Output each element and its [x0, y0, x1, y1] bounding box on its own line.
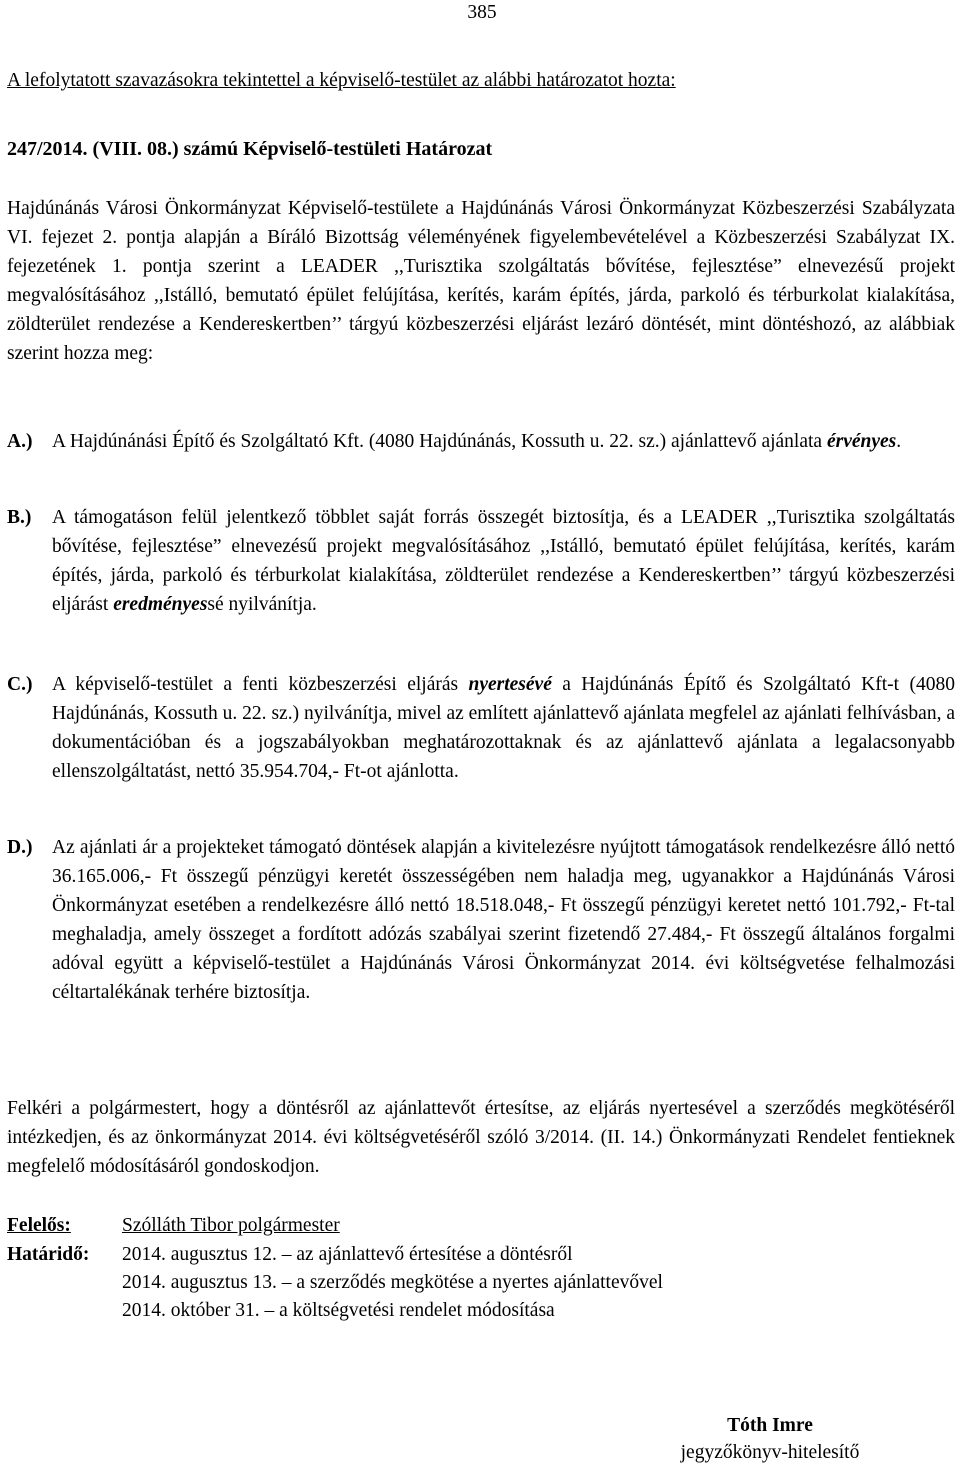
closing-paragraph: Felkéri a polgármestert, hogy a döntésről az ajánlattevőt értesítse, az eljárás nyertesével a szerződés megkötéséről intézkedjen, és az önkormányzat 2014. évi költségvetéséről szóló 3/2014. (II. 14.) Önkormányzati Rendelet fentieknek megfelelő módosításáról gondoskodjon.	[7, 1098, 955, 1177]
point-b-paragraph	[52, 503, 955, 619]
point-b-text: A támogatáson felül jelentkező többlet saját forrás összegét biztosítja, és a LEADER ,,Turisztika szolgáltatás bővítése, fejlesztése” elnevezésű projekt megvalósításához ,,Istálló, bemutató épület felújítása, kerítés, karám építés, járda, parkoló és térburkolat kialakítása, zöldterület rendezése a Kendereskertben’’ tárgyú közbeszerzési eljárást	[52, 507, 955, 615]
point-b-emphasis: eredményes	[113, 594, 208, 615]
deadline-item: 2014. augusztus 12. – az ajánlattevő értesítése a döntésről	[122, 1244, 573, 1265]
signature-role: jegyzőkönyv-hitelesítő	[680, 1442, 860, 1463]
responsible-value: Szólláth Tibor polgármester	[122, 1215, 340, 1236]
deadline-item: 2014. október 31. – a költségvetési rendelet módosítása	[122, 1300, 555, 1321]
intro-line: A lefolytatott szavazásokra tekintettel a képviselő-testület az alábbi határozatot hozta:	[7, 70, 676, 91]
preamble-paragraph: Hajdúnánás Városi Önkormányzat Képviselő-testülete a Hajdúnánás Városi Önkormányzat Közbeszerzési Szabályzata VI. fejezet 2. pontja alapján a Bíráló Bizottság véleményének figyelembevételével a Közbeszerzési Szabályzat IX. fejezetének 1. pontja szerint a LEADER ,,Turisztika szolgáltatás bővítése, fejlesztése” elnevezésű projekt megvalósításához ,,Istálló, bemutató épület felújítása, kerítés, karám építés, járda, parkoló és térburkolat kialakítása, zöldterület rendezése a Kendereskertben’’ tárgyú közbeszerzési eljárást lezáró döntését, mint döntéshozó, az alábbiak szerint hozza meg:	[7, 198, 955, 364]
point-d-paragraph: Az ajánlati ár a projekteket támogató döntések alapján a kivitelezésre nyújtott támogatások rendelkezésre álló nettó 36.165.006,- Ft összegű pénzügyi keretét összességében nem haladja meg, ugyanakkor a Hajdúnánás Városi Önkormányzat esetében a rendelkezésre álló nettó 18.518.048,- Ft összegű pénzügyi keretet nettó 101.792,- Ft-tal meghaladja, amely összeget a fordított adózás szabályai szerint fizetendő 27.484,- Ft összegű általános forgalmi adóval együtt a képviselő-testület a Hajdúnánás Városi Önkormányzat 2014. évi költségvetése felhalmozási céltartalékának terhére biztosítja.	[52, 837, 955, 1003]
signature-name: Tóth Imre	[727, 1415, 813, 1436]
resolution-title: 247/2014. (VIII. 08.) számú Képviselő-testületi Határozat	[7, 138, 493, 160]
point-a-tail: .	[896, 431, 902, 452]
point-d-label: D.)	[7, 837, 33, 858]
deadline-item: 2014. augusztus 13. – a szerződés megkötése a nyertes ajánlattevővel	[122, 1272, 663, 1293]
point-b-tail: sé nyilvánítja.	[207, 594, 317, 615]
point-c-emphasis: nyertesévé	[468, 674, 552, 695]
point-a-text: A Hajdúnánási Építő és Szolgáltató Kft. (4080 Hajdúnánás, Kossuth u. 22. sz.) ajánlattevő ajánlata	[52, 431, 827, 452]
responsible-label: Felelős:	[7, 1215, 71, 1236]
point-a-paragraph	[52, 427, 955, 456]
responsible-row	[7, 1211, 71, 1240]
point-c-text-pre: A képviselő-testület a fenti közbeszerzési eljárás	[52, 674, 469, 695]
point-c-paragraph	[52, 670, 955, 786]
deadline-label: Határidő:	[7, 1244, 90, 1265]
point-c-label: C.)	[7, 674, 33, 695]
point-a-label: A.)	[7, 431, 33, 452]
point-b-label: B.)	[7, 507, 32, 528]
point-a-emphasis: érvényes	[826, 431, 897, 452]
page-number: 385	[467, 2, 497, 23]
point-c-text-post: a Hajdúnánás Építő és Szolgáltató Kft-t (4080 Hajdúnánás, Kossuth u. 22. sz.) nyilvánítja, mivel az említett ajánlattevő ajánlata megfelel az ajánlati felhívásban, a dokumentációban és a jogszabályokban meghatározottaknak és az ajánlattevő ajánlata a legalacsonyabb ellenszolgáltatást, nettó 35.954.704,- Ft-ot ajánlotta.	[52, 674, 955, 782]
